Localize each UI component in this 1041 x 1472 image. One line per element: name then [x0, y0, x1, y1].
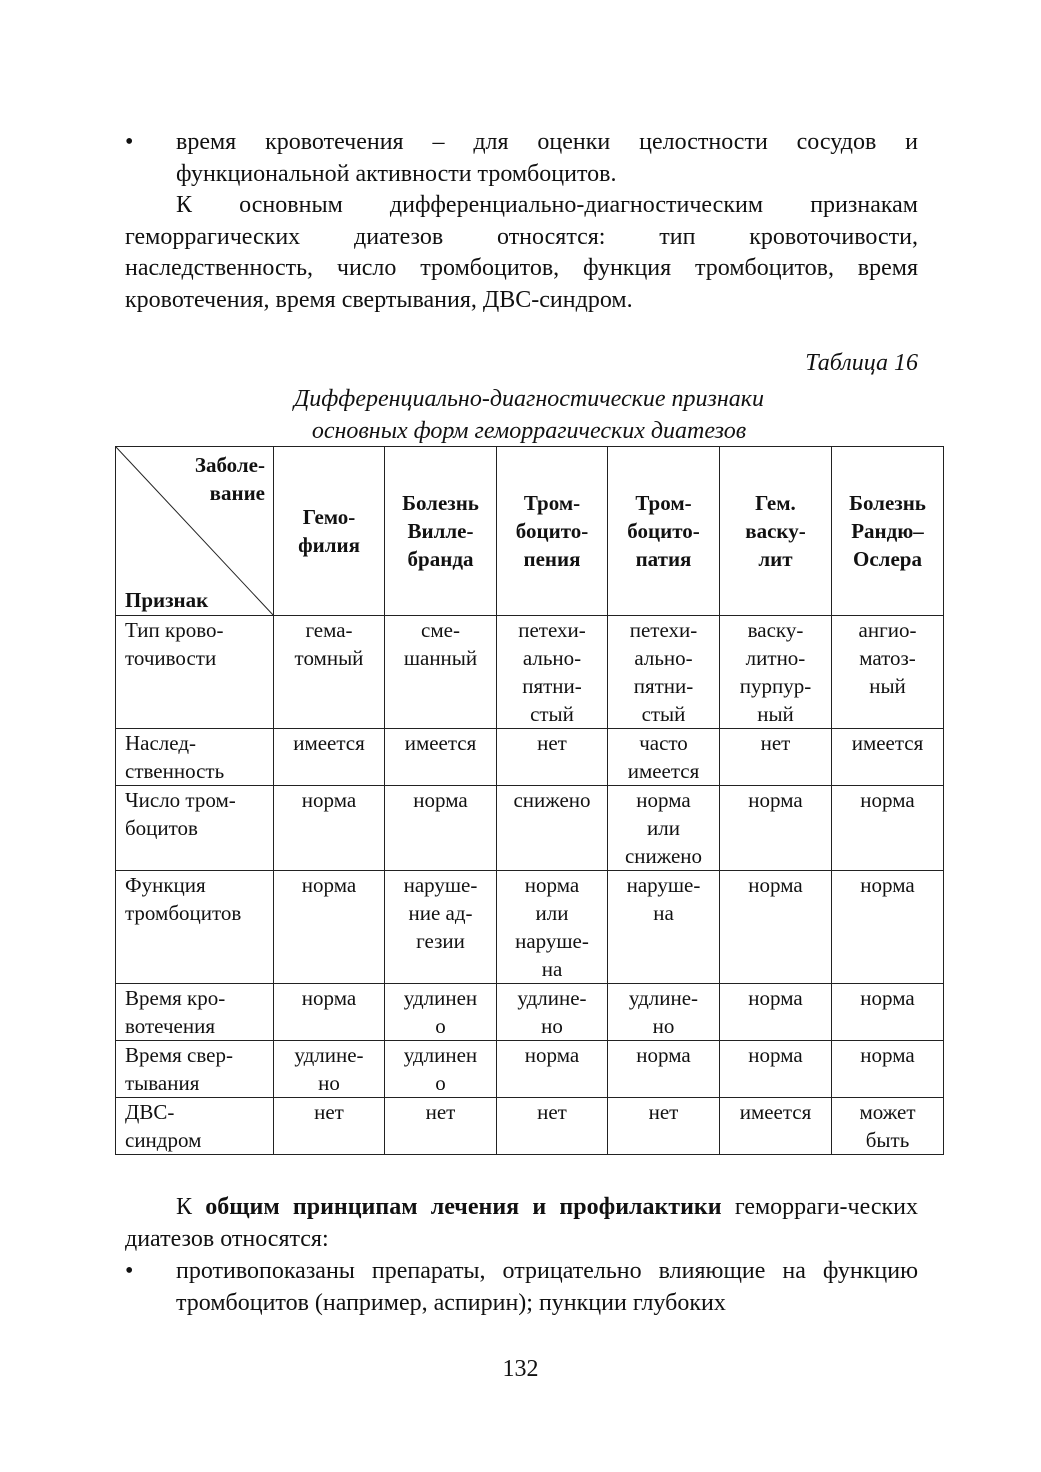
- row-label: Функция тромбоцитов: [116, 871, 274, 984]
- bullet-contraindications: [125, 1256, 918, 1319]
- table-cell: норма: [274, 786, 385, 871]
- table-cell: удлине- но: [274, 1041, 385, 1098]
- table-cell: нет: [385, 1098, 497, 1155]
- table-cell: норма: [720, 786, 832, 871]
- table-cell: имеется: [720, 1098, 832, 1155]
- column-header: Тром- боцито- патия: [608, 447, 720, 616]
- row-label: Тип крово- точивости: [116, 616, 274, 729]
- row-label: Время кро- вотечения: [116, 984, 274, 1041]
- table-row: [116, 1041, 944, 1098]
- table-corner-cell: [116, 447, 274, 616]
- paragraph-text-start: К: [176, 1194, 206, 1220]
- column-header: Тром- боцито- пения: [497, 447, 608, 616]
- row-label: Число тром- боцитов: [116, 786, 274, 871]
- table-row: [116, 1098, 944, 1155]
- table-cell: наруше- на: [608, 871, 720, 984]
- table-row: [116, 786, 944, 871]
- column-header: Гем. васку- лит: [720, 447, 832, 616]
- table-cell: норма или снижено: [608, 786, 720, 871]
- table-cell: норма: [832, 984, 944, 1041]
- table-cell: норма: [720, 984, 832, 1041]
- bullet-text: время кровотечения – для оценки целостности сосудов и функциональной активности тромбоцитов.: [176, 129, 918, 187]
- table-row: [116, 871, 944, 984]
- bullet-text: противопоказаны препараты, отрицательно влияющие на функцию тромбоцитов (например, аспирин); пункции глубоких: [176, 1258, 918, 1316]
- table-cell: норма: [832, 871, 944, 984]
- paragraph-criteria: К основным дифференциально-диагностическим признакам геморрагических диатезов относятся: тип кровоточивости, наследственность, число тромбоцитов, функция тромбоцитов, время кровотечения, время свертывания, ДВС-синдром.: [125, 192, 918, 313]
- bullet-bleeding-time: [125, 127, 918, 190]
- table-cell: норма: [274, 871, 385, 984]
- table-cell: нет: [608, 1098, 720, 1155]
- table-number: Таблица 16: [805, 350, 918, 376]
- table-cell: норма: [832, 786, 944, 871]
- table-row: [116, 616, 944, 729]
- row-label: Наслед- ственность: [116, 729, 274, 786]
- table-cell: петехи- ально- пятни- стый: [497, 616, 608, 729]
- table-cell: часто имеется: [608, 729, 720, 786]
- corner-label-sign: Признак: [125, 588, 209, 612]
- table-cell: может быть: [832, 1098, 944, 1155]
- table-cell: удлинен о: [385, 1041, 497, 1098]
- row-label: ДВС- синдром: [116, 1098, 274, 1155]
- table-cell: гема- томный: [274, 616, 385, 729]
- table-cell: норма: [720, 1041, 832, 1098]
- row-label: Время свер- тывания: [116, 1041, 274, 1098]
- table-row: [116, 729, 944, 786]
- table-cell: норма: [608, 1041, 720, 1098]
- table-cell: норма или наруше- на: [497, 871, 608, 984]
- table-caption-line-2: основных форм геморрагических диатезов: [311, 418, 747, 444]
- column-header: Болезнь Рандю– Ослера: [832, 447, 944, 616]
- table-cell: норма: [832, 1041, 944, 1098]
- table-cell: сме- шанный: [385, 616, 497, 729]
- table-cell: петехи- ально- пятни- стый: [608, 616, 720, 729]
- table-cell: имеется: [385, 729, 497, 786]
- table-cell: нет: [274, 1098, 385, 1155]
- table-cell: норма: [385, 786, 497, 871]
- table-row: [116, 984, 944, 1041]
- table-caption-line-1: Дифференциально-диагностические признаки: [293, 386, 765, 412]
- table-cell: имеется: [274, 729, 385, 786]
- table-cell: нет: [497, 729, 608, 786]
- table-cell: норма: [497, 1041, 608, 1098]
- table-cell: ангио- матоз- ный: [832, 616, 944, 729]
- column-header: Болезнь Вилле- бранда: [385, 447, 497, 616]
- table-cell: удлинен о: [385, 984, 497, 1041]
- paragraph-treatment-principles: [125, 1192, 918, 1255]
- bullet-marker: •: [125, 129, 134, 155]
- table-cell: норма: [720, 871, 832, 984]
- table-caption: [115, 383, 943, 447]
- table-cell: васку- литно- пурпур- ный: [720, 616, 832, 729]
- table-cell: нет: [497, 1098, 608, 1155]
- table-cell: удлине- но: [497, 984, 608, 1041]
- diagnostic-table: [115, 446, 944, 1155]
- page-number: 132: [502, 1356, 539, 1382]
- table-cell: норма: [274, 984, 385, 1041]
- table-header-row: [116, 447, 944, 616]
- column-header: Гемо- филия: [274, 447, 385, 616]
- table-cell: удлине- но: [608, 984, 720, 1041]
- table-cell: наруше- ние ад- гезии: [385, 871, 497, 984]
- table-cell: имеется: [832, 729, 944, 786]
- bullet-marker: •: [125, 1258, 134, 1284]
- table-cell: нет: [720, 729, 832, 786]
- table-cell: снижено: [497, 786, 608, 871]
- paragraph-text-end: геморраги-ческих диатезов относятся:: [125, 1194, 918, 1252]
- corner-label-disease: Заболе- вание: [194, 453, 265, 505]
- paragraph-bold-phrase: общим принципам лечения и профилактики: [205, 1194, 722, 1220]
